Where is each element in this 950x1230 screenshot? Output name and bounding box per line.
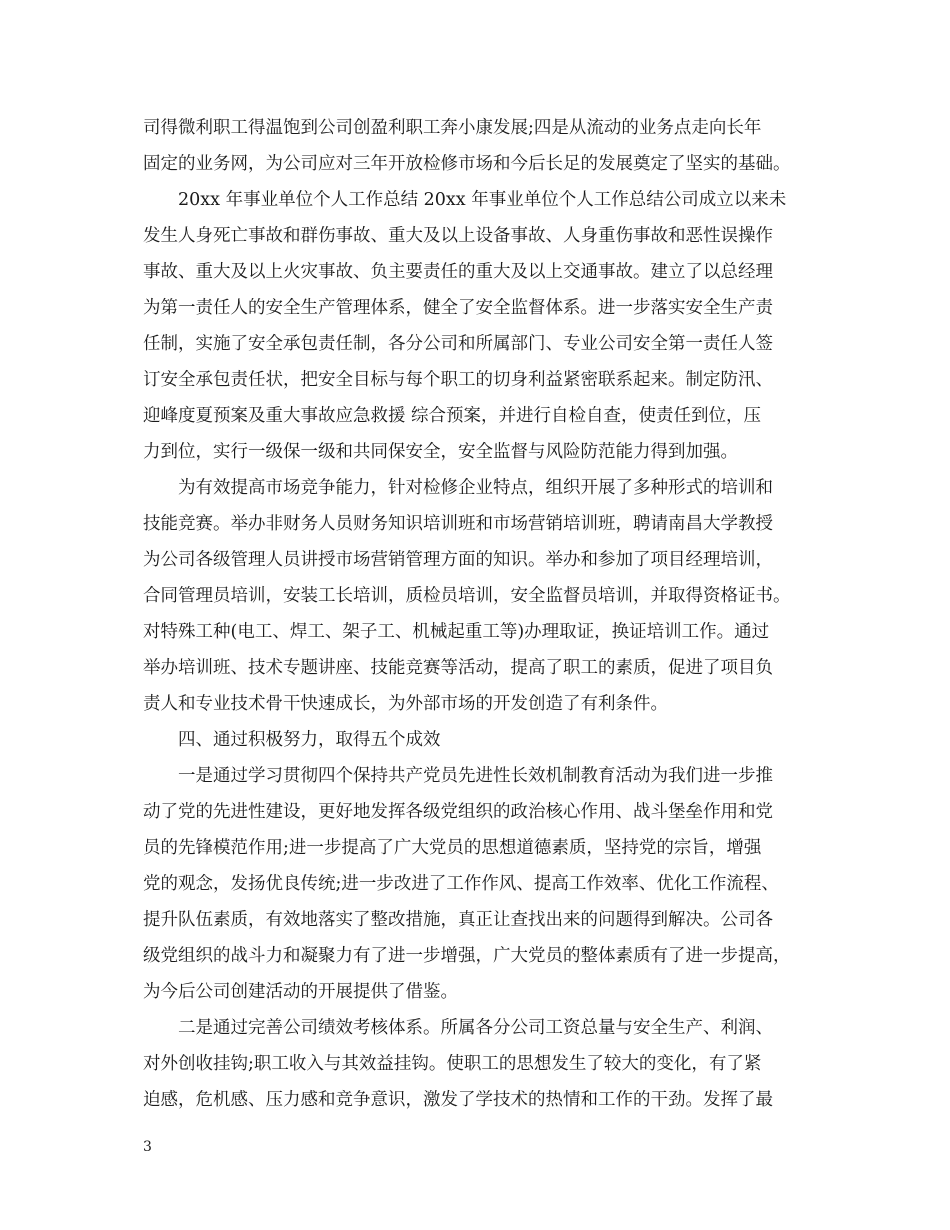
body-text-line: 级党组织的战斗力和凝聚力有了进一步增强，广大党员的整体素质有了进一步提高， <box>143 946 791 966</box>
body-text-line: 对外创收挂钩;职工收入与其效益挂钩。使职工的思想发生了较大的变化，有了紧 <box>143 1054 762 1074</box>
body-text-line: 为公司各级管理人员讲授市场营销管理方面的知识。举办和参加了项目经理培训， <box>143 550 773 570</box>
paragraph-first-line: 20xx 年事业单位个人工作总结 20xx 年事业单位个人工作总结公司成立以来未 <box>178 190 787 210</box>
body-text-line: 党的观念，发扬优良传统;进一步改进了工作作风、提高工作效率、优化工作流程、 <box>143 874 779 894</box>
body-text-line: 提升队伍素质，有效地落实了整改措施，真正让查找出来的问题得到解决。公司各 <box>143 910 773 930</box>
body-text-line: 合同管理员培训，安装工长培训，质检员培训，安全监督员培训，并取得资格证书。 <box>143 586 791 606</box>
body-text-line: 司得微利职工得温饱到公司创盈利职工奔小康发展;四是从流动的业务点走向长年 <box>143 118 762 138</box>
body-text-line: 动了党的先进性建设，更好地发挥各级党组织的政治核心作用、战斗堡垒作用和党 <box>143 802 773 822</box>
body-text-line: 事故、重大及以上火灾事故、负主要责任的重大及以上交通事故。建立了以总经理 <box>143 262 773 282</box>
body-text-line: 迎峰度夏预案及重大事故应急救援 综合预案，并进行自检自查，使责任到位，压 <box>143 406 762 426</box>
section-heading: 四、通过积极努力，取得五个成效 <box>178 730 441 750</box>
body-text-line: 订安全承包责任状，把安全目标与每个职工的切身利益紧密联系起来。制定防汛、 <box>143 370 773 390</box>
page-number: 3 <box>143 1139 152 1155</box>
body-text-line: 力到位，实行一级保一级和共同保安全，安全监督与风险防范能力得到加强。 <box>143 442 738 462</box>
body-text-line: 迫感，危机感、压力感和竞争意识，激发了学技术的热情和工作的干劲。发挥了最 <box>143 1090 773 1110</box>
body-text-line: 员的先锋模范作用;进一步提高了广大党员的思想道德素质，坚持党的宗旨，增强 <box>143 838 762 858</box>
body-text-line: 任制，实施了安全承包责任制，各分公司和所属部门、专业公司安全第一责任人签 <box>143 334 773 354</box>
paragraph-first-line: 二是通过完善公司绩效考核体系。所属各分公司工资总量与安全生产、利润、 <box>178 1018 773 1038</box>
body-text-line: 举办培训班、技术专题讲座、技能竞赛等活动，提高了职工的素质，促进了项目负 <box>143 658 773 678</box>
body-text-line: 固定的业务网，为公司应对三年开放检修市场和今后长足的发展奠定了坚实的基础。 <box>143 154 791 174</box>
body-text-line: 责人和专业技术骨干快速成长，为外部市场的开发创造了有利条件。 <box>143 694 668 714</box>
body-text-line: 发生人身死亡事故和群伤事故、重大及以上设备事故、人身重伤事故和恶性误操作 <box>143 226 773 246</box>
body-text-line: 对特殊工种(电工、焊工、架子工、机械起重工等)办理取证，换证培训工作。通过 <box>143 622 770 642</box>
paragraph-first-line: 一是通过学习贯彻四个保持共产党员先进性长效机制教育活动为我们进一步推 <box>178 766 773 786</box>
paragraph-first-line: 为有效提高市场竞争能力，针对检修企业特点，组织开展了多种形式的培训和 <box>178 478 773 498</box>
body-text-line: 技能竞赛。举办非财务人员财务知识培训班和市场营销培训班，聘请南昌大学教授 <box>143 514 773 534</box>
body-text-line: 为今后公司创建活动的开展提供了借鉴。 <box>143 982 458 1002</box>
body-text-line: 为第一责任人的安全生产管理体系，健全了安全监督体系。进一步落实安全生产责 <box>143 298 773 318</box>
